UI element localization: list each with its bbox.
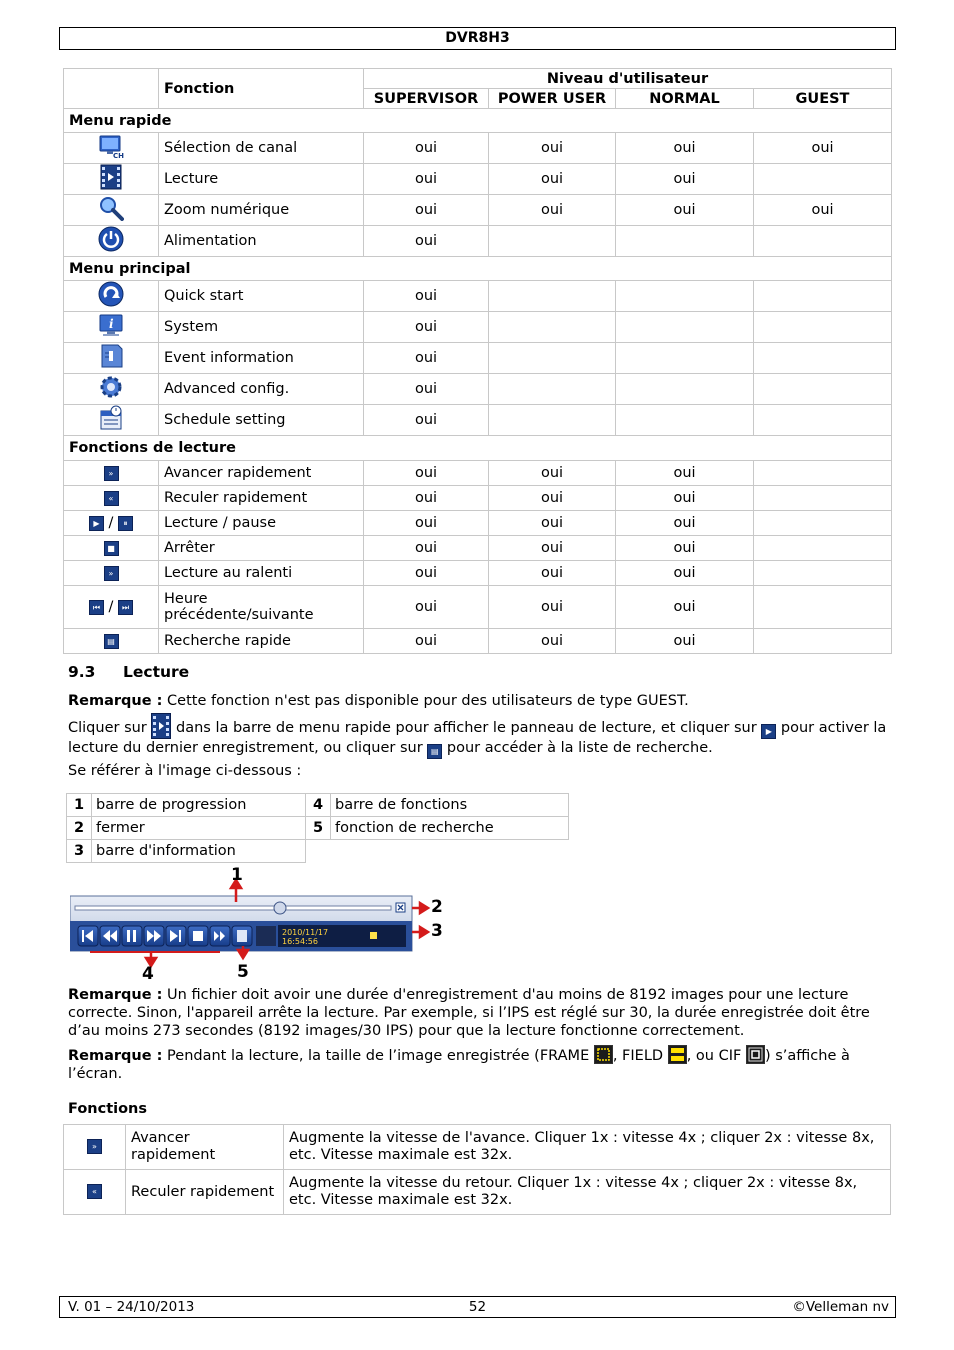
note-guest: [68, 692, 888, 710]
permission-value: [754, 536, 892, 561]
permission-value: oui: [616, 486, 754, 511]
permission-value: oui: [364, 226, 489, 257]
page-header: DVR8H3: [59, 27, 896, 50]
icon-cell: [64, 561, 159, 586]
gear-icon: [98, 374, 124, 404]
section-row: [64, 257, 892, 281]
function-label: Zoom numérique: [159, 195, 364, 226]
permission-value: oui: [364, 374, 489, 405]
fast-forward-icon: »: [104, 466, 119, 481]
playback-film-icon: [151, 713, 171, 739]
permission-value: oui: [489, 586, 616, 629]
permission-value: oui: [364, 405, 489, 436]
note-text: Cette fonction n'est pas disponible pour des utilisateurs de type GUEST.: [162, 693, 689, 709]
permission-value: oui: [489, 536, 616, 561]
icon-cell: [64, 461, 159, 486]
icon-cell: [64, 312, 159, 343]
function-name: Avancer rapidement: [126, 1125, 284, 1170]
legend-label: barre d'information: [92, 840, 306, 863]
permission-value: [754, 586, 892, 629]
function-icon-cell: [64, 1170, 126, 1215]
icon-cell: [64, 343, 159, 374]
permission-value: oui: [489, 629, 616, 654]
instr-text: Cliquer sur: [68, 720, 152, 736]
legend-number: 4: [306, 794, 331, 817]
permissions-table: [63, 68, 892, 654]
section-row: [64, 109, 892, 133]
icon-cell: [64, 586, 159, 629]
permission-row: [64, 133, 892, 164]
permission-value: [754, 461, 892, 486]
permission-value: [616, 374, 754, 405]
pause-icon[interactable]: [122, 926, 142, 946]
permission-value: oui: [754, 133, 892, 164]
callout-2: 2: [431, 897, 443, 917]
permission-row: [64, 461, 892, 486]
magnifier-icon: [98, 195, 124, 225]
callout-4: 4: [142, 964, 154, 984]
cif-icon: [746, 1045, 765, 1064]
footer-version: V. 01 – 24/10/2013: [68, 1299, 195, 1315]
function-label: Event information: [159, 343, 364, 374]
function-label: Recherche rapide: [159, 629, 364, 654]
permission-value: oui: [616, 629, 754, 654]
permission-row: [64, 536, 892, 561]
permission-row: [64, 343, 892, 374]
frame-size-icon: [256, 926, 276, 946]
instr-text: dans la barre de menu rapide pour afficher le panneau de lecture, et cliquer sur: [171, 720, 762, 736]
functions-title: Fonctions: [68, 1101, 148, 1117]
permission-value: oui: [489, 486, 616, 511]
footer-copyright: ©Velleman nv: [792, 1299, 889, 1315]
function-label: Reculer rapidement: [159, 486, 364, 511]
permission-value: [754, 511, 892, 536]
playback-panel-figure: [70, 866, 450, 986]
function-label: Quick start: [159, 281, 364, 312]
permission-row: [64, 281, 892, 312]
icon-cell: [64, 629, 159, 654]
permission-value: oui: [364, 195, 489, 226]
prev-next-hour-icon-alt: ⏭: [118, 600, 133, 615]
section-title: Fonctions de lecture: [64, 436, 892, 461]
permission-value: oui: [364, 536, 489, 561]
permission-value: oui: [364, 586, 489, 629]
note-frame-size: [68, 1045, 888, 1083]
permission-value: [489, 226, 616, 257]
permission-value: [489, 343, 616, 374]
field-icon: [668, 1045, 687, 1064]
legend-number: 1: [67, 794, 92, 817]
permission-value: oui: [616, 586, 754, 629]
permission-row: [64, 561, 892, 586]
function-icon-cell: [64, 1125, 126, 1170]
legend-number: 2: [67, 817, 92, 840]
channel-select-icon: [98, 133, 124, 163]
function-label: Advanced config.: [159, 374, 364, 405]
permission-value: oui: [616, 461, 754, 486]
permission-value: oui: [489, 461, 616, 486]
permission-value: oui: [489, 511, 616, 536]
legend-empty: [331, 840, 569, 863]
icon-cell: [64, 195, 159, 226]
page-footer: [59, 1296, 896, 1318]
section-row: [64, 436, 892, 461]
icon-cell: [64, 281, 159, 312]
permission-value: [489, 281, 616, 312]
permission-value: [616, 281, 754, 312]
function-label: Sélection de canal: [159, 133, 364, 164]
permission-value: oui: [364, 511, 489, 536]
refer-text: Se référer à l'image ci-dessous :: [68, 763, 302, 779]
icon-cell: [64, 511, 159, 536]
info-time: 16:54:56: [282, 937, 318, 946]
permission-value: [754, 629, 892, 654]
permission-value: oui: [364, 629, 489, 654]
permission-value: [754, 343, 892, 374]
permission-value: oui: [616, 133, 754, 164]
quick-search-icon: ▤: [104, 634, 119, 649]
permission-value: oui: [364, 312, 489, 343]
icon-cell: [64, 226, 159, 257]
permission-value: [616, 405, 754, 436]
legend-label: barre de fonctions: [331, 794, 569, 817]
play-pause-icon-alt: ⏸: [118, 516, 133, 531]
icon-cell: [64, 486, 159, 511]
svg-text:CH: CH: [113, 152, 124, 159]
legend-label: fermer: [92, 817, 306, 840]
permission-value: [616, 312, 754, 343]
permission-value: oui: [489, 133, 616, 164]
function-name: Reculer rapidement: [126, 1170, 284, 1215]
permission-value: oui: [489, 195, 616, 226]
function-label: Lecture au ralenti: [159, 561, 364, 586]
note-text: Pendant la lecture, la taille de l’image enregistrée (FRAME: [162, 1048, 594, 1064]
permission-value: oui: [364, 343, 489, 374]
permission-value: [754, 486, 892, 511]
permission-value: oui: [616, 511, 754, 536]
note-text: , ou CIF: [686, 1048, 746, 1064]
permission-value: [616, 226, 754, 257]
function-label: Avancer rapidement: [159, 461, 364, 486]
function-column-header: Fonction: [159, 69, 364, 109]
permission-value: [489, 405, 616, 436]
permission-value: [754, 312, 892, 343]
play-pause-icon: ▶: [89, 516, 104, 531]
legend-label: fonction de recherche: [331, 817, 569, 840]
functions-table: [63, 1124, 891, 1215]
schedule-icon: [98, 405, 124, 435]
permission-value: oui: [616, 164, 754, 195]
function-label: Schedule setting: [159, 405, 364, 436]
prev-next-hour-icon: ⏮: [89, 600, 104, 615]
permission-value: oui: [364, 486, 489, 511]
permission-value: [489, 312, 616, 343]
section-heading: [68, 663, 189, 681]
function-label: Lecture / pause: [159, 511, 364, 536]
play-icon: ▶: [761, 724, 776, 739]
function-label: Arrêter: [159, 536, 364, 561]
note-duration: [68, 986, 888, 1040]
note-label: Remarque :: [68, 693, 163, 709]
callout-3: 3: [431, 921, 443, 941]
permission-value: [754, 561, 892, 586]
user-level-header: Niveau d'utilisateur: [364, 69, 892, 89]
icon-separator: /: [103, 515, 119, 531]
function-label: Heure précédente/suivante: [159, 586, 364, 629]
quick-search-icon: ▤: [427, 744, 442, 759]
event-info-icon: [98, 343, 124, 373]
playback-film-icon: [100, 164, 122, 194]
permission-row: [64, 586, 892, 629]
permission-value: oui: [616, 561, 754, 586]
permission-value: oui: [754, 195, 892, 226]
permission-value: oui: [364, 133, 489, 164]
level-header: SUPERVISOR: [364, 89, 489, 109]
icon-cell: [64, 374, 159, 405]
note-text: , FIELD: [612, 1048, 668, 1064]
level-header: POWER USER: [489, 89, 616, 109]
power-icon: [98, 226, 124, 256]
icon-cell: [64, 164, 159, 195]
note-text: ) s’affiche à l’écran.: [68, 1048, 850, 1082]
svg-text:i: i: [109, 317, 114, 331]
legend-table: [66, 793, 569, 863]
function-label: Lecture: [159, 164, 364, 195]
icon-cell: [64, 405, 159, 436]
permission-row: [64, 629, 892, 654]
permission-row: [64, 374, 892, 405]
permission-value: oui: [489, 164, 616, 195]
permission-value: [754, 281, 892, 312]
permission-row: [64, 405, 892, 436]
callout-1: 1: [231, 866, 243, 885]
level-header: NORMAL: [616, 89, 754, 109]
permission-value: [754, 164, 892, 195]
permission-value: oui: [616, 195, 754, 226]
section-title: Lecture: [123, 663, 190, 681]
instr-text: pour accéder à la liste de recherche.: [442, 740, 713, 756]
note-label: Remarque :: [68, 987, 163, 1003]
slow-play-icon: »: [104, 566, 119, 581]
frame-icon: [594, 1045, 613, 1064]
permission-value: oui: [364, 281, 489, 312]
section-title: Menu rapide: [64, 109, 892, 133]
permission-row: [64, 312, 892, 343]
icon-cell: [64, 133, 159, 164]
icon-column-header: [64, 69, 159, 109]
permission-value: [754, 405, 892, 436]
note-label: Remarque :: [68, 1048, 163, 1064]
rewind-icon: «: [104, 491, 119, 506]
permission-value: oui: [364, 164, 489, 195]
permission-row: [64, 164, 892, 195]
permission-value: [489, 374, 616, 405]
rewind-icon: «: [87, 1184, 102, 1199]
playback-instructions: [68, 713, 888, 759]
legend-empty: [306, 840, 331, 863]
function-label: Alimentation: [159, 226, 364, 257]
function-description: Augmente la vitesse du retour. Cliquer 1x : vitesse 4x ; cliquer 2x : vitesse 8x, etc. Vitesse maximale est 32x.: [284, 1170, 891, 1215]
permission-value: [754, 374, 892, 405]
permission-value: [754, 226, 892, 257]
legend-label: barre de progression: [92, 794, 306, 817]
permission-value: [616, 343, 754, 374]
section-number: 9.3: [68, 663, 96, 681]
footer-page-number: 52: [468, 1299, 487, 1315]
permission-value: oui: [489, 561, 616, 586]
fast-forward-icon: »: [87, 1139, 102, 1154]
permission-value: oui: [364, 461, 489, 486]
progress-handle[interactable]: [274, 902, 286, 914]
permission-value: oui: [616, 536, 754, 561]
permission-value: oui: [364, 561, 489, 586]
system-info-icon: [98, 312, 124, 342]
note-text: Un fichier doit avoir une durée d'enregistrement d'au moins de 8192 images pour une lecture correcte. Sinon, l'appareil arrête la lecture. Par exemple, si l’IPS est réglé sur 30, la durée enregistrée doit être d’au moins 273 secondes (8192 images/30 IPS) pour que la lecture fonctionne correctement.: [68, 987, 870, 1039]
progress-bar[interactable]: [75, 906, 391, 910]
stop-icon: ■: [104, 541, 119, 556]
quick-start-icon: [98, 281, 124, 311]
function-label: System: [159, 312, 364, 343]
legend-number: 3: [67, 840, 92, 863]
icon-separator: /: [103, 599, 119, 615]
icon-cell: [64, 536, 159, 561]
instr-text: pour activer la lecture du dernier enregistrement, ou cliquer sur: [68, 720, 887, 756]
function-description: Augmente la vitesse de l'avance. Cliquer 1x : vitesse 4x ; cliquer 2x : vitesse 8x, etc. Vitesse maximale est 32x.: [284, 1125, 891, 1170]
info-date: 2010/11/17: [282, 928, 329, 937]
permission-row: [64, 486, 892, 511]
level-header: GUEST: [754, 89, 892, 109]
section-title: Menu principal: [64, 257, 892, 281]
legend-number: 5: [306, 817, 331, 840]
permission-row: [64, 195, 892, 226]
permission-row: [64, 226, 892, 257]
permission-row: [64, 511, 892, 536]
callout-5: 5: [237, 962, 249, 982]
